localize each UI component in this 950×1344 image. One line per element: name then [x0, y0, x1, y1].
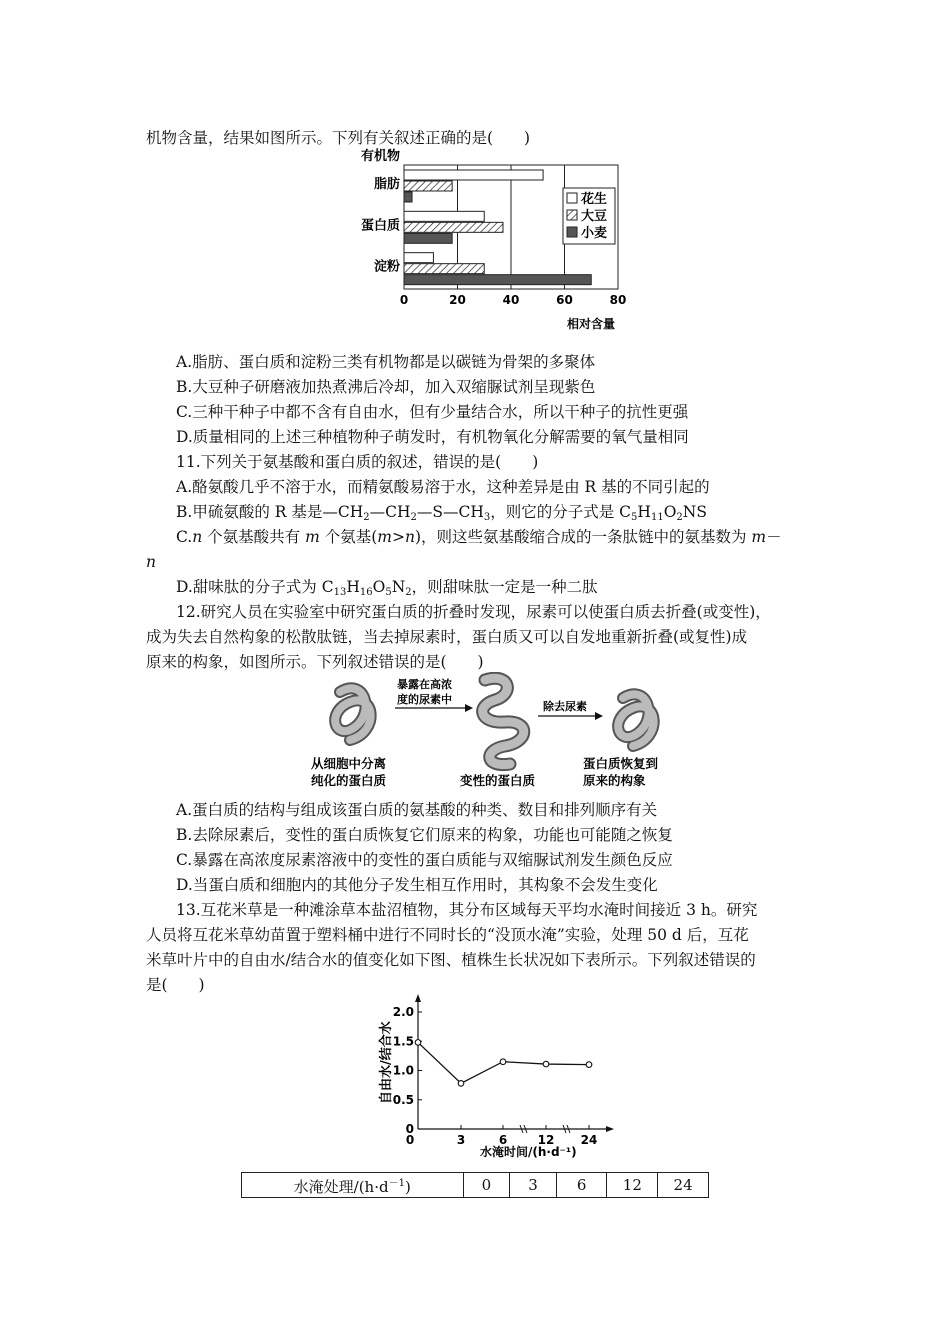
line-y-tick-label: 1.0 [392, 1063, 414, 1078]
q11-option-c-wrap: n [146, 553, 156, 571]
bar-花生-脂肪 [404, 170, 543, 180]
bar-tick-label: 40 [502, 293, 520, 307]
bar-legend-swatch [567, 193, 577, 203]
q11-option-a: A.酪氨酸几乎不溶于水，而精氨酸易溶于水，这种差异是由 R 基的不同引起的 [176, 478, 710, 496]
bar-tick-label: 0 [399, 293, 409, 307]
q12-option-a: A.蛋白质的结构与组成该蛋白质的氨基酸的种类、数目和排列顺序有关 [176, 801, 658, 819]
table-cell: 6 [556, 1173, 607, 1198]
line-point [458, 1081, 464, 1087]
line-x-tick-label: 3 [456, 1133, 466, 1147]
q10-option-d: D.质量相同的上述三种植物种子萌发时，有机物氧化分解需要的氧气量相同 [176, 428, 689, 446]
table-cell: 12 [607, 1173, 658, 1198]
line-y-tick-label: 2.0 [392, 1005, 414, 1019]
line-point [586, 1062, 592, 1068]
bar-legend-label: 大豆 [581, 209, 608, 224]
line-chart [370, 994, 630, 1166]
caption-restored-1: 蛋白质恢复到 [583, 756, 659, 771]
protein-folding-figure [305, 672, 685, 794]
bar-legend [563, 188, 615, 244]
bar-category-label: 脂肪 [373, 177, 400, 192]
q11-option-b: B.甲硫氨酸的 R 基是$—CH_2—CH_2—S—CH_3$，则它的分子式是 $C_5H_{11}O_2NS$ [176, 503, 707, 523]
table-row [242, 1173, 709, 1198]
line-x-tick-label: 6 [498, 1133, 508, 1147]
q11-option-d: D.甜味肽的分子式为 $C_{13}H_{16}O_5N_2$，则甜味肽一定是一种二肽 [176, 578, 598, 598]
line-x-arrowhead [606, 1126, 614, 1132]
flooding-table [241, 1172, 709, 1198]
q13-stem-line3: 米草叶片中的自由水/结合水的值变化如下图、植株生长状况如下表所示。下列叙述错误的 [146, 951, 756, 969]
caption-native-1: 从细胞中分离 [311, 756, 387, 771]
q12-stem-line1: 12.研究人员在实验室中研究蛋白质的折叠时发现，尿素可以使蛋白质去折叠(或变性)， [176, 603, 771, 621]
line-x-tick-label: 24 [580, 1133, 598, 1147]
bar-legend-swatch [567, 210, 577, 220]
bar-category-label: 蛋白质 [360, 218, 400, 234]
line-point [415, 1040, 421, 1046]
q10-option-c: C.三种干种子中都不含有自由水，但有少量结合水，所以干种子的抗性更强 [176, 403, 689, 421]
bar-tick-label: 20 [449, 293, 466, 307]
q11-option-c: C.n 个氨基酸共有 m 个氨基(m>n)，则这些氨基酸缩合成的一条肽链中的氨基数为 m－ [176, 528, 782, 546]
line-point [500, 1059, 506, 1065]
line-y-tick-label: 0 [405, 1122, 414, 1136]
bar-category-labels [361, 176, 400, 275]
bar-花生-淀粉 [404, 253, 433, 263]
line-y-tick-label: 1.5 [392, 1034, 414, 1049]
bar-大豆-淀粉 [404, 264, 484, 274]
caption-native-2: 纯化的蛋白质 [311, 773, 387, 788]
denature-arrowhead [465, 704, 473, 712]
caption-restored-2: 原来的构象 [583, 773, 646, 788]
q13-stem-line1: 13.互花米草是一种滩涂草本盐沼植物，其分布区域每天平均水淹时间接近 3 h。研究 [176, 901, 758, 919]
q12-option-d: D.当蛋白质和细胞内的其他分子发生相互作用时，其构象不会发生变化 [176, 876, 658, 894]
line-y-tick-label: 0.5 [392, 1092, 414, 1107]
q11-stem: 11.下列关于氨基酸和蛋白质的叙述，错误的是( ) [176, 453, 539, 471]
bar-大豆-蛋白质 [404, 222, 503, 232]
renature-arrowhead [595, 712, 603, 720]
table-cell: 3 [510, 1173, 557, 1198]
bar-legend-label: 花生 [581, 192, 608, 207]
q13-stem-line2: 人员将互花米草幼苗置于塑料桶中进行不同时长的“没顶水淹”实验，处理 50 d 后，互花 [146, 926, 749, 944]
bar-小麦-蛋白质 [404, 233, 452, 243]
q12-stem-line3: 原来的构象，如图所示。下列叙述错误的是( ) [146, 653, 484, 671]
table-cell: 24 [658, 1173, 709, 1198]
table-header-cell: 水淹处理$/(h\cdot d^{-1})$ [242, 1173, 464, 1198]
bar-小麦-脂肪 [404, 192, 412, 202]
q12-stem-line2: 成为失去自然构象的松散肽链，当去掉尿素时，蛋白质又可以自发地重新折叠(或复性)成 [146, 628, 748, 646]
native-protein-shape [335, 688, 370, 740]
renature-arrow-label: 除去尿素 [543, 700, 587, 713]
bar-category-label: 淀粉 [373, 259, 400, 275]
line-x-axis-label: 水淹时间/(h·d⁻¹) [480, 1145, 577, 1159]
q12-option-c: C.暴露在高浓度尿素溶液中的变性的蛋白质能与双缩脲试剂发生颜色反应 [176, 851, 673, 869]
line-x-tick-label: 0 [405, 1133, 415, 1147]
q10-option-b: B.大豆种子研磨液加热煮沸后冷却，加入双缩脲试剂呈现紫色 [176, 378, 596, 396]
bar-x-axis-label: 相对含量 [567, 317, 616, 331]
table-cell: 0 [463, 1173, 510, 1198]
line-y-arrowhead [415, 994, 421, 1002]
line-y-axis-label: 自由水/结合水 [379, 1021, 394, 1104]
bar-legend-swatch [567, 227, 577, 237]
denature-arrow-label-1: 暴露在高浓 [397, 678, 452, 691]
bar-chart [345, 148, 635, 334]
bar-花生-蛋白质 [404, 211, 484, 221]
bar-legend-label: 小麦 [581, 226, 608, 241]
caption-denatured: 变性的蛋白质 [460, 773, 536, 788]
q12-option-b: B.去除尿素后，变性的蛋白质恢复它们原来的构象，功能也可能随之恢复 [176, 826, 673, 844]
q10-intro: 机物含量，结果如图所示。下列有关叙述正确的是( ) [146, 129, 531, 147]
restored-protein-shape [618, 694, 653, 746]
bar-tick-label: 80 [609, 293, 627, 307]
line-points [415, 1040, 592, 1087]
line-point [543, 1061, 549, 1067]
denatured-protein-shape [483, 678, 524, 764]
line-x-tick-label: 12 [537, 1133, 555, 1147]
bar-大豆-脂肪 [404, 181, 452, 191]
bar-tick-labels [400, 293, 627, 307]
bar-小麦-淀粉 [404, 275, 591, 285]
q13-stem-line4: 是( ) [146, 976, 205, 994]
q10-option-a: A.脂肪、蛋白质和淀粉三类有机物都是以碳链为骨架的多聚体 [176, 353, 596, 371]
bar-tick-label: 60 [556, 293, 573, 307]
denature-arrow-label-2: 度的尿素中 [397, 693, 452, 706]
bar-y-axis-label: 有机物 [361, 149, 401, 164]
